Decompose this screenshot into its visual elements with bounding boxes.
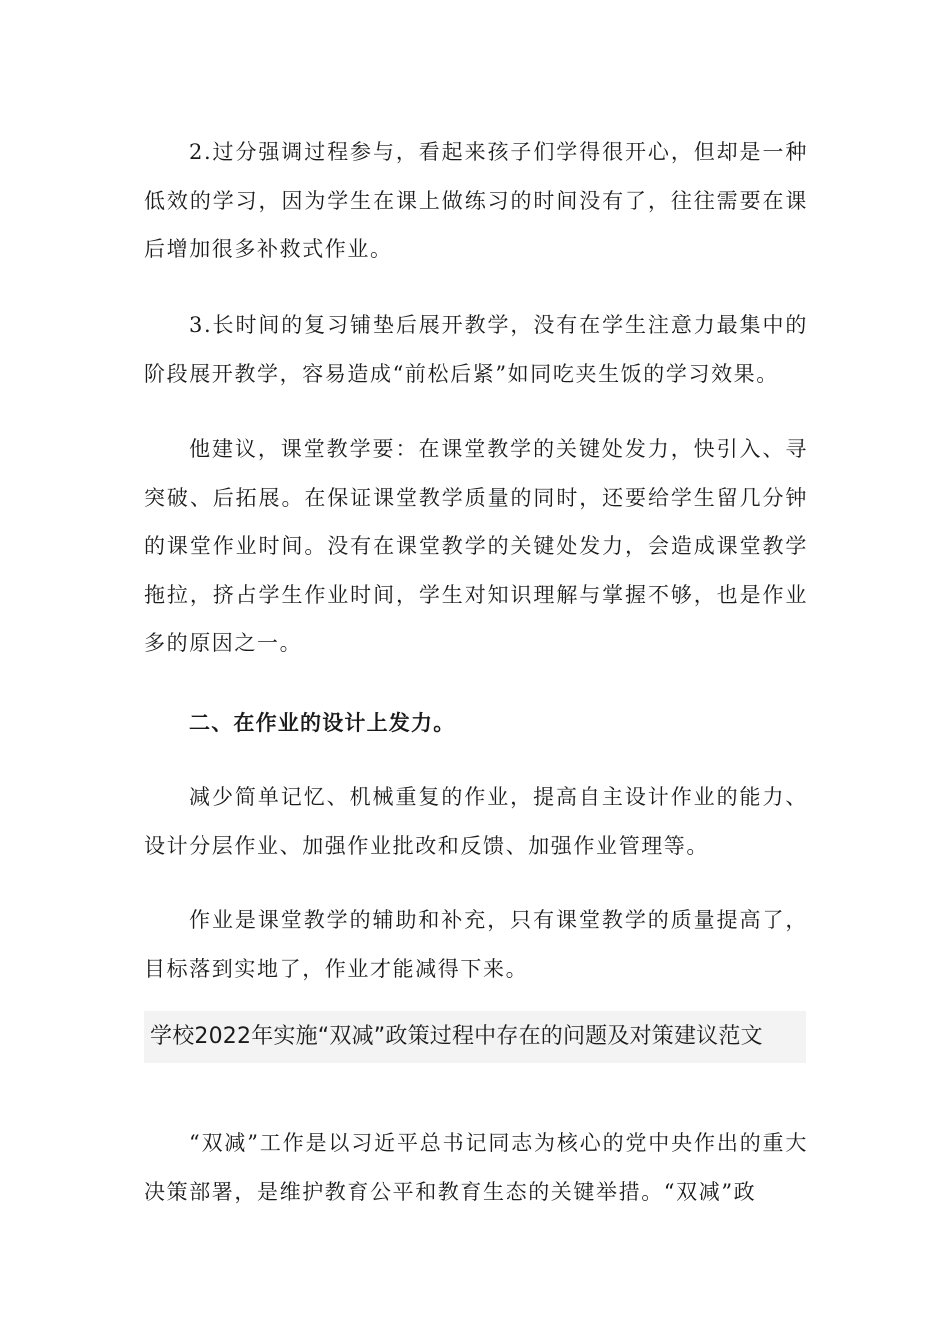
paragraph-double-reduction-intro: “双减”工作是以习近平总书记同志为核心的党中央作出的重大决策部署，是维护教育公平和教育生态的关键举措。“双减”政 <box>144 1131 808 1204</box>
section-heading: 二、在作业的设计上发力。 <box>189 711 456 735</box>
paragraph-homework-measures: 减少简单记忆、机械重复的作业，提高自主设计作业的能力、设计分层作业、加强作业批改和反馈、加强作业管理等。 <box>144 785 808 858</box>
paragraph-homework-role: 作业是课堂教学的辅助和补充，只有课堂教学的质量提高了，目标落到实地了，作业才能减得下来。 <box>144 908 808 981</box>
article-title: 学校2022年实施“双减”政策过程中存在的问题及对策建议范文 <box>150 1024 763 1049</box>
paragraph-suggestion: 他建议，课堂教学要：在课堂教学的关键处发力，快引入、寻突破、后拓展。在保证课堂教学质量的同时，还要给学生留几分钟的课堂作业时间。没有在课堂教学的关键处发力，会造成课堂教学拖拉，挤占学生作业时间，学生对知识理解与掌握不够，也是作业多的原因之一。 <box>144 437 808 655</box>
paragraph-point-3: 3.长时间的复习铺垫后展开教学，没有在学生注意力最集中的阶段展开教学，容易造成“前松后紧”如同吃夹生饭的学习效果。 <box>144 313 808 386</box>
paragraph-point-2: 2.过分强调过程参与，看起来孩子们学得很开心，但却是一种低效的学习，因为学生在课上做练习的时间没有了，往往需要在课后增加很多补救式作业。 <box>144 140 808 261</box>
